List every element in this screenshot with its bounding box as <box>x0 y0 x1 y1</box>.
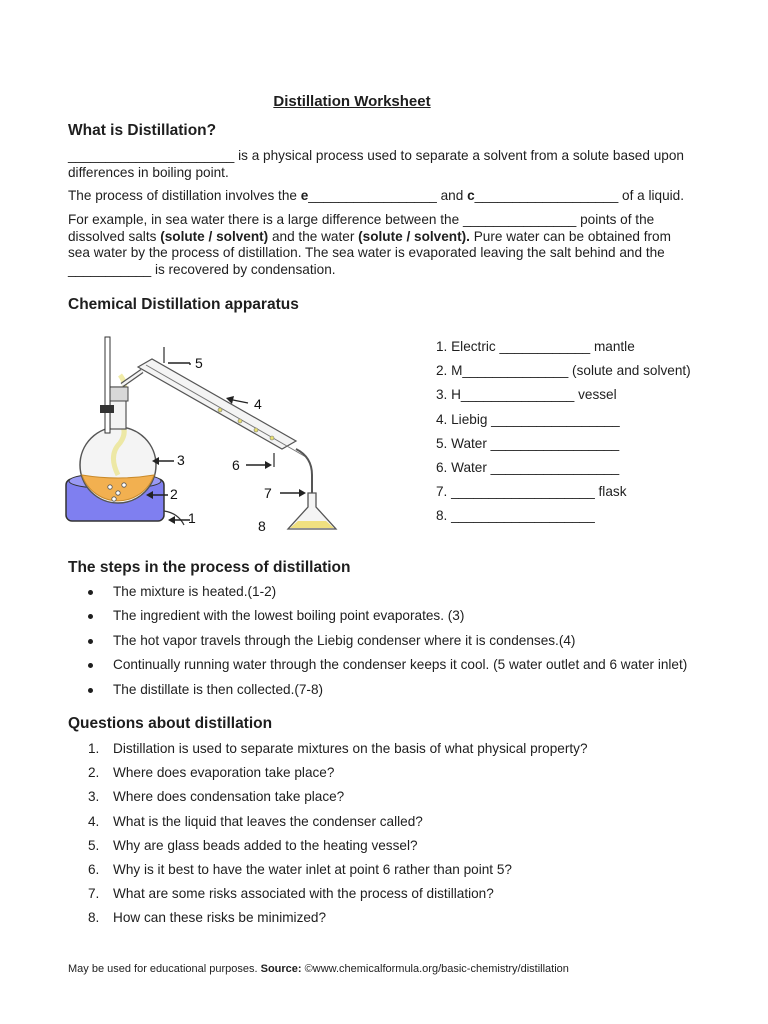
glass-bead <box>116 491 120 495</box>
condenser-jacket-shape <box>138 359 296 449</box>
example-line-1: For example, in sea water there is a large difference between the _______________ points of the <box>68 212 655 227</box>
condenser-inner-tube-shape <box>146 365 306 457</box>
diagram-label-2: 2 <box>170 486 178 502</box>
apparatus-item: 8. ___________________ <box>436 508 595 524</box>
section-heading-what-is: What is Distillation? <box>68 122 217 139</box>
section-heading-questions: Questions about distillation <box>68 715 273 732</box>
question-item <box>68 909 728 933</box>
condenser-droplet <box>254 428 258 432</box>
apparatus-item: 2. M______________ (solute and solvent) <box>436 363 691 379</box>
glass-bead <box>122 483 126 487</box>
question-item <box>68 837 728 861</box>
diagram-label-7: 7 <box>264 485 272 501</box>
process-text: The process of distillation involves the <box>68 188 301 203</box>
question-number: 3. <box>88 789 100 805</box>
bullet-icon <box>88 590 93 595</box>
questions-list <box>68 740 728 934</box>
diagram-label-1: 1 <box>188 510 196 526</box>
step-item <box>68 681 728 705</box>
question-item <box>68 861 728 885</box>
process-letter-e: e <box>300 188 309 203</box>
pointer-arrowhead <box>265 461 272 469</box>
question-text: How can these risks be minimized? <box>113 910 327 926</box>
diagram-label-8: 8 <box>258 518 266 534</box>
question-number: 2. <box>88 765 100 781</box>
diagram-label-6: 6 <box>232 457 240 473</box>
condenser-droplet <box>270 436 274 440</box>
question-item <box>68 813 728 837</box>
example-line-2c: and the water <box>268 228 359 244</box>
pointer-arrowhead <box>299 489 306 497</box>
question-text: What is the liquid that leaves the condenser called? <box>113 813 423 829</box>
paragraph-definition <box>68 148 708 181</box>
steps-list <box>68 583 728 705</box>
process-blank-2: ___________________ of a liquid. <box>474 188 685 203</box>
example-line-2e: Pure water can be obtained from <box>469 228 671 244</box>
apparatus-item: 7. ___________________ flask <box>436 484 627 500</box>
step-item <box>68 656 728 680</box>
definition-line-1: ______________________ is a physical process used to separate a solvent from a solute based upon <box>68 148 684 163</box>
question-text: What are some risks associated with the process of distillation? <box>113 886 494 902</box>
question-text: Where does condensation take place? <box>113 789 345 805</box>
question-item <box>68 788 728 812</box>
bullet-icon <box>88 614 93 619</box>
section-heading-apparatus: Chemical Distillation apparatus <box>68 296 299 313</box>
question-item <box>68 764 728 788</box>
question-item <box>68 885 728 909</box>
footer-usage: May be used for educational purposes. <box>68 963 261 975</box>
footer-source <box>68 963 569 975</box>
pointer-arrowhead <box>168 516 175 524</box>
question-text: Why is it best to have the water inlet at point 6 rather than point 5? <box>113 861 512 877</box>
bullet-icon <box>88 688 93 693</box>
step-text: The distillate is then collected.(7-8) <box>113 681 324 697</box>
step-text: The hot vapor travels through the Liebig condenser where it is condenses.(4) <box>113 632 576 648</box>
example-line-4: ___________ is recovered by condensation. <box>68 261 336 277</box>
question-text: Distillation is used to separate mixtures on the basis of what physical property? <box>113 741 588 756</box>
question-number: 6. <box>88 861 100 877</box>
side-arm-inner-shape <box>122 371 142 385</box>
diagram-label-3: 3 <box>177 452 185 468</box>
diagram-label-5: 5 <box>195 355 203 371</box>
footer-source-label: Source: <box>260 963 302 975</box>
process-blank-1: _________________ and <box>308 188 468 203</box>
glass-bead <box>108 485 112 489</box>
paragraph-process <box>68 188 708 205</box>
page-title: Distillation Worksheet <box>273 93 431 110</box>
example-choice-2: (solute / solvent). <box>358 228 470 244</box>
apparatus-item: 1. Electric ____________ mantle <box>436 339 635 354</box>
apparatus-item: 5. Water _________________ <box>436 435 620 451</box>
bullet-icon <box>88 663 93 668</box>
example-choice-1: (solute / solvent) <box>160 228 269 244</box>
question-item <box>68 740 728 764</box>
glass-bead <box>112 497 116 501</box>
paragraph-example <box>68 212 708 278</box>
step-item <box>68 607 728 631</box>
question-number: 1. <box>88 741 100 756</box>
section-heading-steps: The steps in the process of distillation <box>68 559 351 576</box>
example-line-3: sea water by the process of distillation. The sea water is evaporated leaving the salt behind and the <box>68 245 665 261</box>
step-item <box>68 583 728 607</box>
question-number: 7. <box>88 886 100 902</box>
condenser-droplet <box>218 408 222 412</box>
definition-line-2: differences in boiling point. <box>68 164 229 180</box>
example-line-2a: dissolved salts <box>68 228 161 244</box>
question-number: 5. <box>88 837 100 853</box>
stopper-shape <box>108 387 128 401</box>
question-number: 4. <box>88 813 100 829</box>
step-text: Continually running water through the condenser keeps it cool. (5 water outlet and 6 water inlet) <box>113 657 688 673</box>
thermometer-clip-shape <box>100 405 114 413</box>
apparatus-parts-list <box>436 338 716 532</box>
question-number: 8. <box>88 910 100 926</box>
thermometer-shape <box>105 337 110 433</box>
apparatus-item: 4. Liebig _________________ <box>436 411 620 427</box>
step-text: The ingredient with the lowest boiling point evaporates. (3) <box>113 608 465 624</box>
adapter-tube-shape <box>296 449 312 495</box>
condenser-droplet <box>238 419 242 423</box>
distillation-apparatus-diagram <box>60 325 370 540</box>
bullet-icon <box>88 639 93 644</box>
apparatus-item: 6. Water _________________ <box>436 459 620 475</box>
question-text: Why are glass beads added to the heating vessel? <box>113 837 418 853</box>
diagram-label-4: 4 <box>254 396 262 412</box>
apparatus-item: 3. H_______________ vessel <box>436 387 617 403</box>
example-line-2 <box>68 229 708 246</box>
footer-source-link: ©www.chemicalformula.org/basic-chemistry/distillation <box>301 963 569 975</box>
process-letter-c: c <box>467 188 475 203</box>
step-item <box>68 632 728 656</box>
step-text: The mixture is heated.(1-2) <box>113 584 277 599</box>
process-line <box>68 188 708 205</box>
question-text: Where does evaporation take place? <box>113 765 335 781</box>
